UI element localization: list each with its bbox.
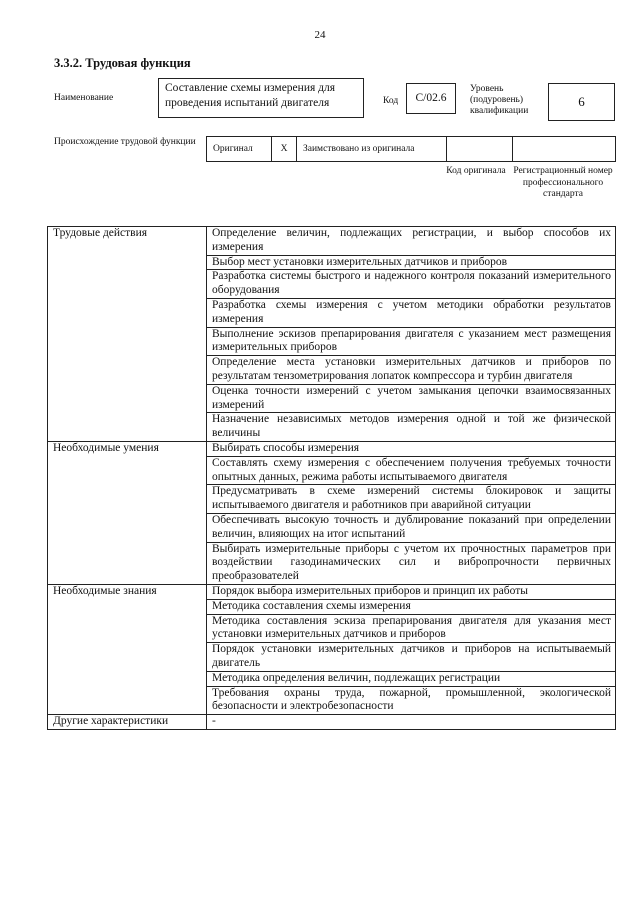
code-box: С/02.6 (406, 83, 456, 114)
code-caption: Код оригинала (446, 166, 506, 176)
item-cell: Порядок установки измерительных датчиков и приборов на испытываемый двигатель (207, 643, 616, 672)
name-label: Наименование (54, 93, 114, 103)
borrowed-label: Заимствовано из оригинала (297, 136, 447, 162)
item-cell: Выбирать способы измерения (207, 441, 616, 456)
level-label: Уровень (подуровень) квалификации (470, 84, 529, 116)
item-cell: Методика составления эскиза препарирования двигателя для указания мест установки измерительных датчиков и приборов (207, 614, 616, 643)
original-mark: X (272, 136, 297, 162)
original-code-cell (447, 136, 513, 162)
category-cell: Другие характеристики (48, 715, 207, 730)
function-table (47, 226, 616, 730)
reg-caption: Регистрационный номер профессионального стандарта (513, 166, 613, 199)
item-cell: Оценка точности измерений с учетом замыкания цепочки взаимосвязанных измерений (207, 384, 616, 413)
table-row (48, 227, 616, 256)
original-label: Оригинал (206, 136, 272, 162)
item-cell: Обеспечивать высокую точность и дублирование показаний при определении величин, влияющих на итог испытаний (207, 513, 616, 542)
code-label: Код (383, 96, 399, 106)
item-cell: Назначение независимых методов измерения одной и той же физической величины (207, 413, 616, 442)
table-row (48, 584, 616, 599)
item-cell: - (207, 715, 616, 730)
item-cell: Выбирать измерительные приборы с учетом их прочностных параметров при воздействии газодинамических сил и вибропрочности первичных преобразователей (207, 542, 616, 584)
section-title: 3.3.2. Трудовая функция (54, 56, 191, 70)
category-cell: Необходимые знания (48, 584, 207, 714)
item-cell: Определение величин, подлежащих регистрации, и выбор способов их измерения (207, 227, 616, 256)
item-cell: Предусматривать в схеме измерений системы блокировок и защиты испытываемого двигателя и работников при аварийной ситуации (207, 485, 616, 514)
origin-label: Происхождение трудовой функции (54, 137, 196, 147)
item-cell: Выполнение эскизов препарирования двигателя с указанием мест размещения измерительных приборов (207, 327, 616, 356)
item-cell: Методика определения величин, подлежащих регистрации (207, 671, 616, 686)
item-cell: Разработка системы быстрого и надежного контроля показаний измерительного оборудования (207, 270, 616, 299)
item-cell: Выбор мест установки измерительных датчиков и приборов (207, 255, 616, 270)
item-cell: Методика составления схемы измерения (207, 599, 616, 614)
category-cell: Трудовые действия (48, 227, 207, 442)
table-row (48, 715, 616, 730)
page-number: 24 (314, 29, 326, 41)
category-cell: Необходимые умения (48, 441, 207, 584)
item-cell: Порядок выбора измерительных приборов и принцип их работы (207, 584, 616, 599)
item-cell: Разработка схемы измерения с учетом методики обработки результатов измерения (207, 298, 616, 327)
function-name-box: Составление схемы измерения для проведения испытаний двигателя (158, 78, 364, 118)
item-cell: Определение места установки измерительных датчиков и приборов по результатам тензометрирования лопаток компрессора и турбин двигателя (207, 356, 616, 385)
reg-number-cell (513, 136, 616, 162)
origin-row (206, 136, 616, 162)
level-box: 6 (548, 83, 615, 121)
item-cell: Составлять схему измерения с обеспечением получения требуемых точности опытных данных, режима работы испытываемого двигателя (207, 456, 616, 485)
table-row (48, 441, 616, 456)
item-cell: Требования охраны труда, пожарной, промышленной, экологической безопасности и электробезопасности (207, 686, 616, 715)
